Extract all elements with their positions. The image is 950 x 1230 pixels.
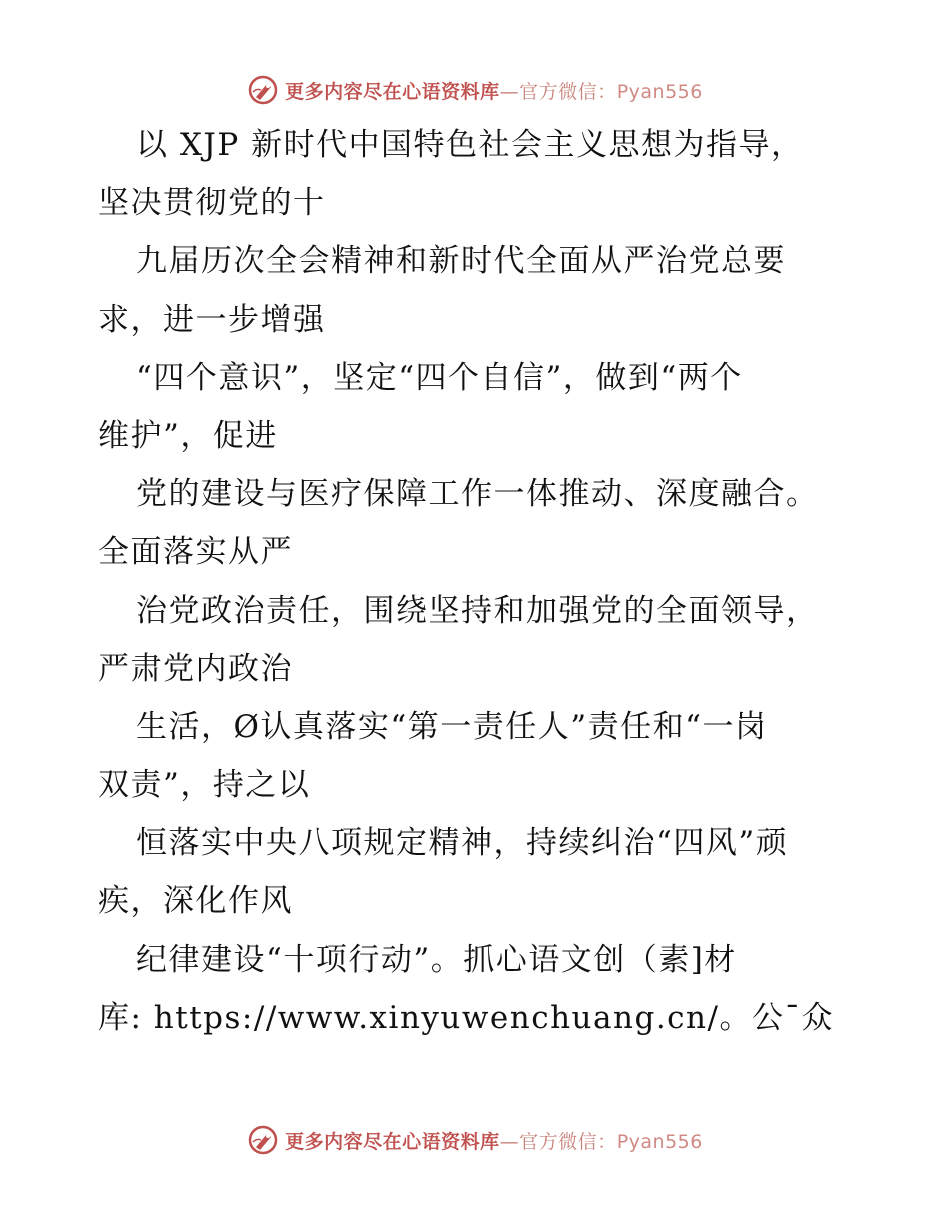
banner-brand: 更多内容尽在心语资料库	[285, 1130, 500, 1153]
body-line: 求，进一步增强	[98, 301, 326, 338]
banner-brand: 更多内容尽在心语资料库	[285, 80, 500, 103]
body-line: 维护”，促进	[98, 417, 278, 454]
body-line: 全面落实从严	[98, 534, 293, 571]
body-line: 党的建设与医疗保障工作一体推动、深度融合。	[136, 476, 819, 513]
body-line-url: 库: https://www.xinyuwenchuang.cn/。公¯众	[98, 999, 834, 1036]
pen-nib-logo-icon	[247, 1124, 279, 1156]
banner-text	[285, 77, 703, 104]
banner-text	[285, 1127, 703, 1154]
banner-handle: Pyan556	[616, 80, 703, 103]
body-line: 纪律建设“十项行动”。抓心语文创（素]材	[136, 941, 737, 978]
body-line: 双责”，持之以	[98, 767, 311, 804]
body-line: 恒落实中央八项规定精神，持续纠治“四风”顽	[136, 825, 789, 862]
banner-handle: Pyan556	[616, 1130, 703, 1153]
body-line: 生活，Ø认真落实“第一责任人”责任和“一岗	[136, 708, 768, 745]
body-line: 治党政治责任，围绕坚持和加强党的全面领导，	[136, 592, 819, 629]
body-line: “四个意识”，坚定“四个自信”，做到“两个	[136, 359, 743, 396]
banner-separator: —	[499, 80, 520, 103]
document-body	[98, 116, 878, 1047]
banner-suffix: 官方微信：	[519, 80, 617, 103]
body-line: 严肃党内政治	[98, 650, 293, 687]
footer-banner	[0, 1122, 950, 1158]
body-line: 坚决贯彻党的十	[98, 185, 326, 222]
banner-separator: —	[499, 1130, 520, 1153]
body-line: 疾，深化作风	[98, 883, 293, 920]
header-banner	[0, 72, 950, 108]
body-line: 以 XJP 新时代中国特色社会主义思想为指导，	[136, 127, 804, 163]
pen-nib-logo-icon	[247, 74, 279, 106]
banner-suffix: 官方微信：	[519, 1130, 617, 1153]
body-line: 九届历次全会精神和新时代全面从严治党总要	[136, 243, 786, 280]
